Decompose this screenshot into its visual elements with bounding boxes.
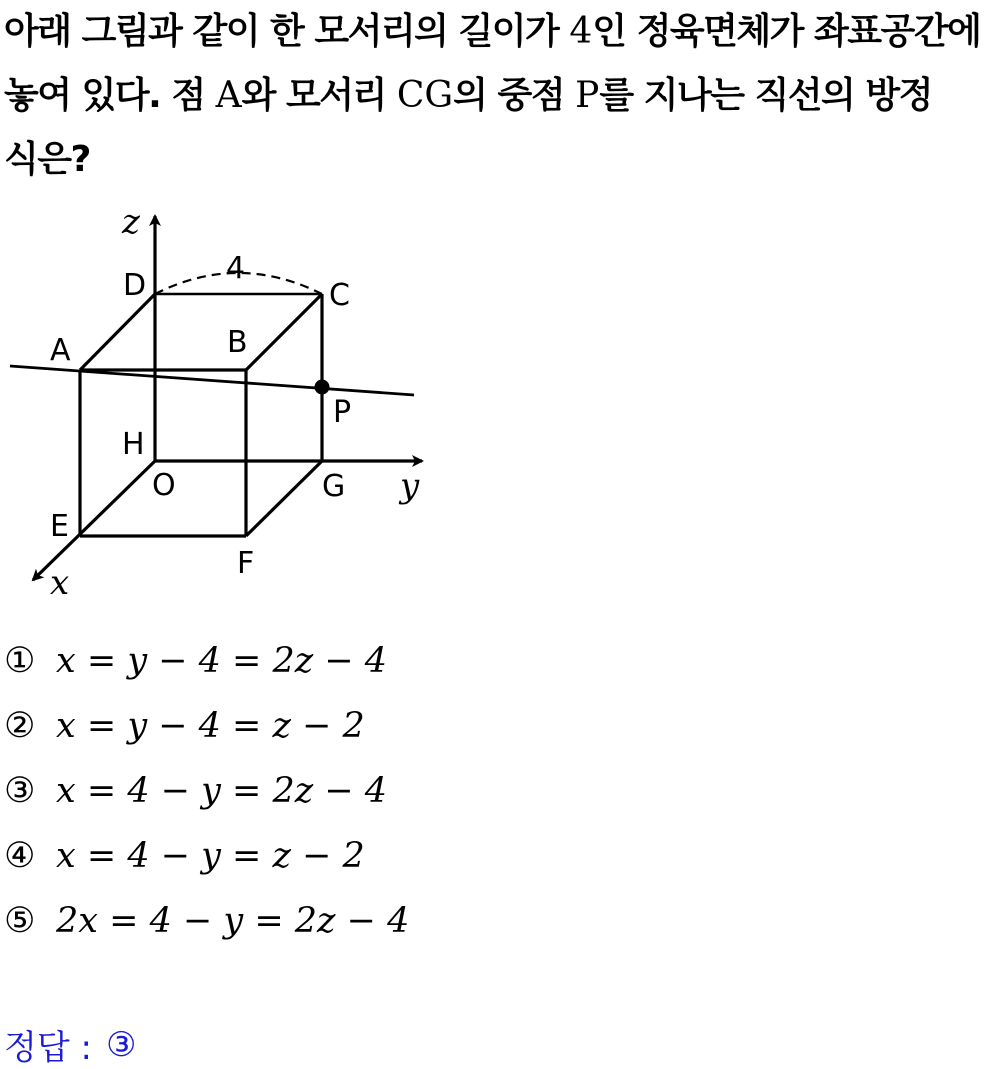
option-4[interactable] [4,823,704,888]
edge-bc [246,294,322,370]
question-line1: 아래 그림과 같이 한 모서리의 길이가 [4,11,559,52]
answer-options [4,628,704,953]
question-text [4,0,989,192]
question-line3: 식은? [4,139,90,180]
question-line2a: 놓여 있다. 점 [4,75,205,116]
option-equation: 2x = 4 − y = 2z − 4 [56,900,410,941]
vertex-b-label: B [227,325,248,360]
question-line2b: 와 모서리 [241,75,386,116]
vertex-f-label: F [237,546,255,581]
option-number: ① [4,640,36,681]
vertex-e-label: E [50,509,69,544]
option-number: ③ [4,770,36,811]
question-line2d: 를 지나는 직선의 방정 [599,75,932,116]
vertex-h-label: H [122,427,145,462]
y-axis-label: y [400,466,420,506]
option-1[interactable] [4,628,704,693]
point-a-symbol: A [215,75,242,116]
vertex-g-label: G [322,469,346,504]
option-equation: x = 4 − y = z − 2 [56,835,365,876]
edge-length-value: 4 [569,11,593,52]
edge-fg [246,461,322,536]
edge-ad [80,294,155,370]
point-p-symbol: P [575,75,600,116]
point-p [315,380,330,395]
option-number: ② [4,705,36,746]
answer-value: ③ [105,1024,137,1065]
cube-figure [0,190,440,610]
answer-label: 정답 : [4,1028,92,1068]
option-number: ⑤ [4,900,36,941]
vertex-c-label: C [329,278,350,313]
option-5[interactable] [4,888,704,953]
origin-o-label: O [152,468,176,503]
z-axis-label: z [122,202,140,242]
answer-line [4,1020,136,1069]
x-axis-label: x [50,563,70,603]
option-3[interactable] [4,758,704,823]
question-line2c: 의 중점 [453,75,565,116]
option-number: ④ [4,835,36,876]
question-line1b: 인 정육면체가 좌표공간에 [592,11,981,52]
vertex-d-label: D [123,268,147,303]
option-equation: x = 4 − y = 2z − 4 [56,770,388,811]
edge-length-label: 4 [226,251,246,286]
vertex-a-label: A [50,333,71,368]
option-equation: x = y − 4 = z − 2 [56,705,365,746]
point-p-label: P [333,395,352,430]
edge-cg-symbol: CG [396,75,454,116]
option-equation: x = y − 4 = 2z − 4 [56,640,388,681]
option-2[interactable] [4,693,704,758]
